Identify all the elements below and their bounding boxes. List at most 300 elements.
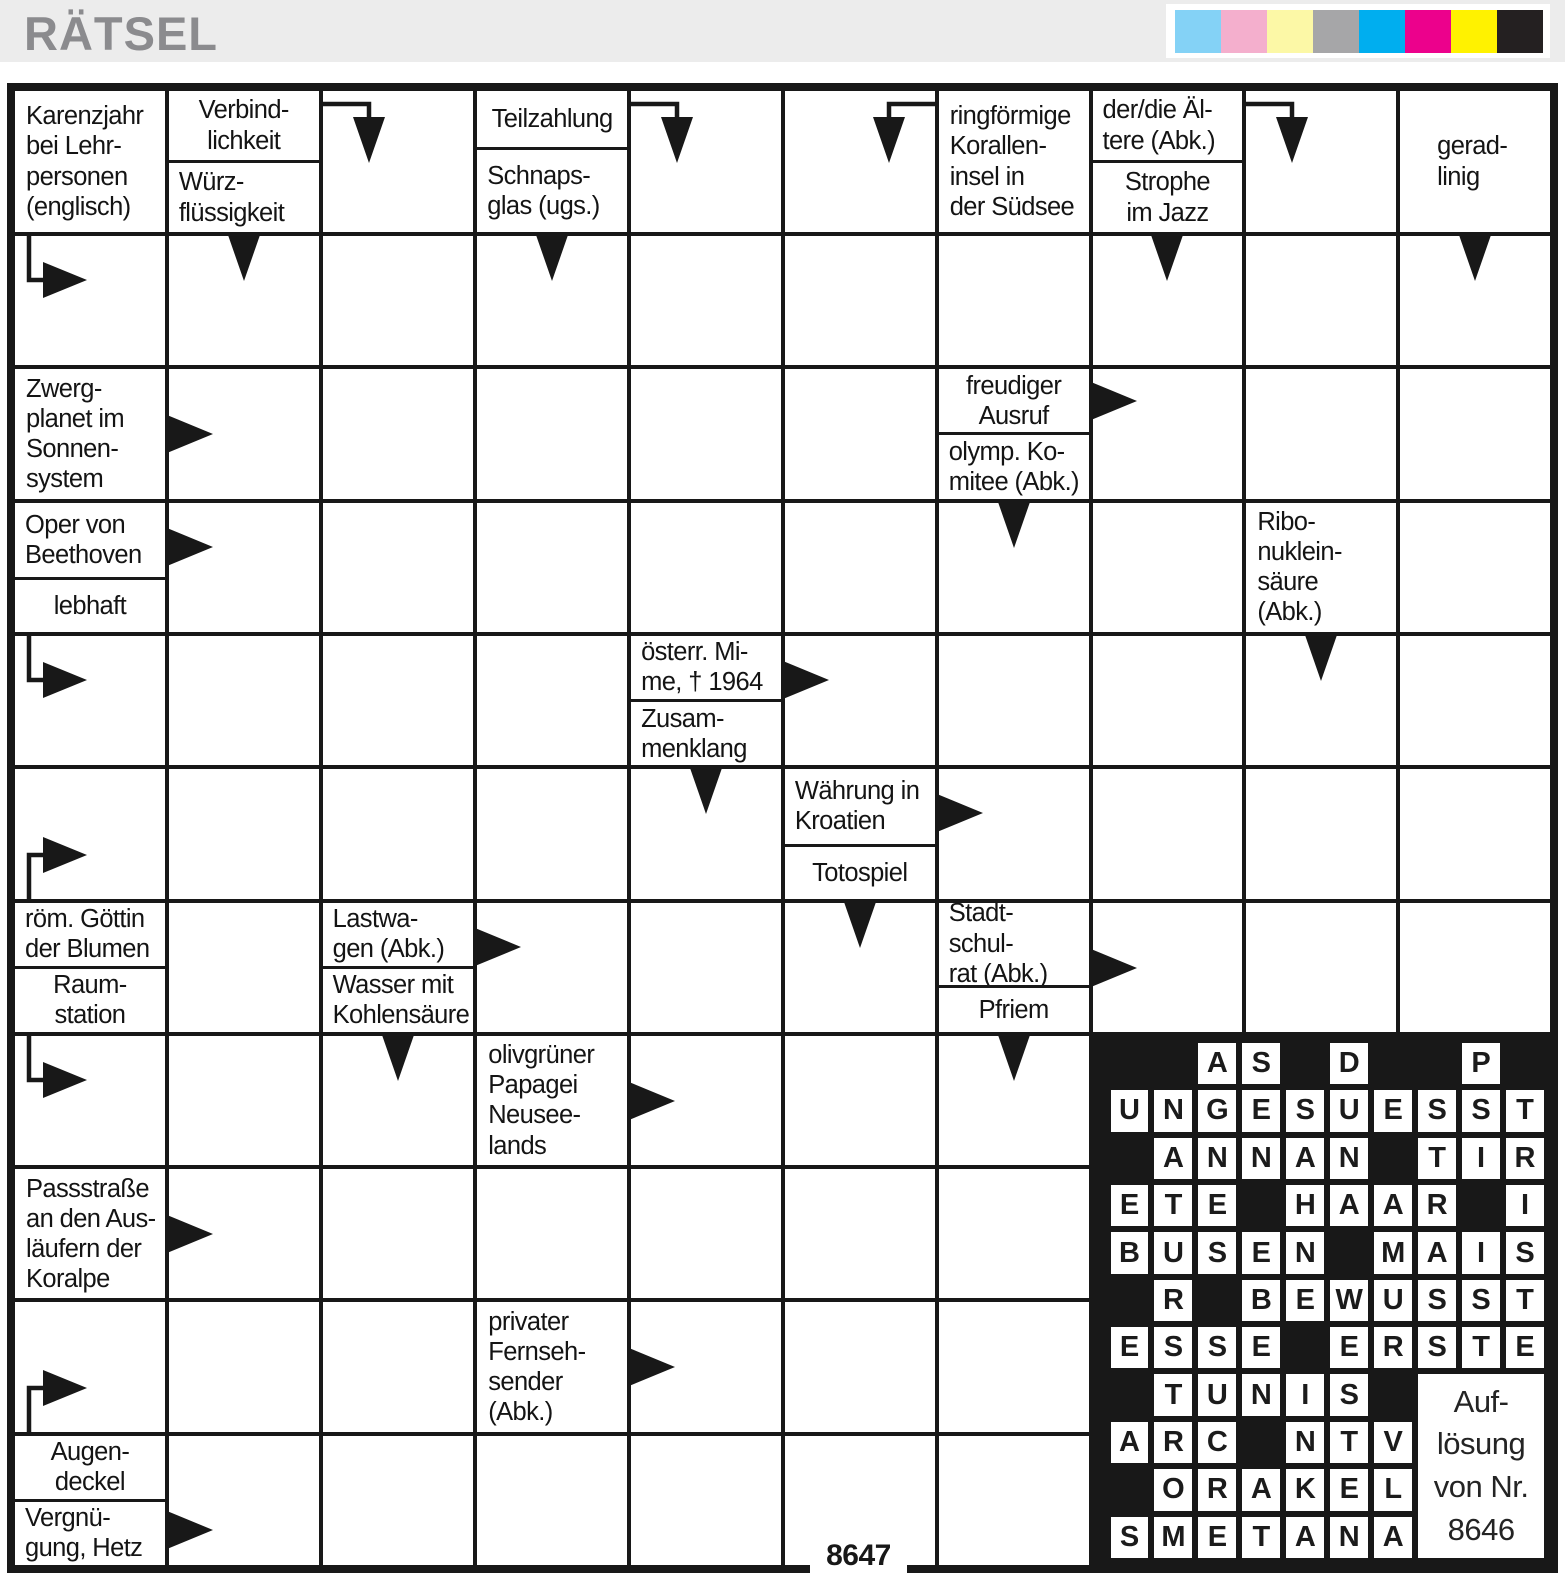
- clue-text: Schnaps-: [487, 162, 591, 191]
- solution-black-cell: [1374, 1138, 1412, 1179]
- clue-text: Zwerg-: [26, 374, 102, 403]
- answer-cell: [631, 903, 781, 1032]
- answer-cell: [323, 636, 474, 765]
- answer-cell: [15, 1302, 165, 1431]
- answer-cell: [1400, 369, 1550, 498]
- clue-text: Strophe: [1124, 168, 1210, 197]
- bend-down-arrow-icon: [1246, 95, 1330, 167]
- solution-letter-cell: L: [1374, 1469, 1412, 1510]
- clue-text: Ribo-: [1257, 508, 1316, 537]
- clue-text: Kohlensäure: [332, 1001, 470, 1030]
- solution-letter-cell: T: [1506, 1280, 1544, 1321]
- solution-letter-cell: N: [1330, 1138, 1368, 1179]
- clue-cell: [323, 903, 474, 1032]
- answer-cell: [1246, 903, 1396, 1032]
- clue-cell: [1246, 503, 1396, 632]
- clue-cell: [15, 503, 165, 632]
- answer-cell: [323, 1436, 474, 1565]
- clue-cell: [785, 769, 935, 898]
- clue-text: Neusee-: [488, 1101, 581, 1130]
- solution-letter-cell: S: [1462, 1280, 1500, 1321]
- right-arrow-icon: [167, 1214, 213, 1254]
- clue-text: Ausruf: [978, 401, 1049, 430]
- solution-letter-cell: R: [1418, 1185, 1456, 1226]
- down-arrow-icon: [843, 902, 877, 948]
- section-header: [0, 0, 1565, 62]
- clue-text-box: [15, 903, 165, 966]
- clue-text-box: [939, 985, 1089, 1032]
- clue-text-box: [631, 699, 781, 765]
- solution-reference: [1418, 1374, 1544, 1558]
- right-arrow-icon: [1091, 948, 1137, 988]
- answer-cell: [169, 236, 319, 365]
- solution-letter-cell: E: [1111, 1185, 1149, 1226]
- solution-letter-cell: T: [1506, 1090, 1544, 1131]
- solution-letter-cell: R: [1506, 1138, 1544, 1179]
- answer-cell: [1093, 503, 1243, 632]
- bend-down-arrow-icon: [323, 95, 407, 167]
- solution-letter-cell: I: [1506, 1185, 1544, 1226]
- clue-text: Kroatien: [794, 807, 886, 836]
- clue-text: Sonnen-: [26, 434, 119, 463]
- clue-text: Passstraße: [26, 1174, 149, 1203]
- answer-cell: [939, 636, 1089, 765]
- solution-letter-cell: A: [1374, 1185, 1412, 1226]
- solution-letter-cell: D: [1330, 1043, 1368, 1084]
- answer-cell: [785, 236, 935, 365]
- clue-text: gerad-: [1437, 132, 1508, 161]
- color-bar-swatch: [1451, 10, 1497, 53]
- answer-cell: [631, 236, 781, 365]
- solution-black-cell: [1286, 1043, 1324, 1084]
- answer-cell: [785, 636, 935, 765]
- answer-cell: [169, 369, 319, 498]
- solution-letter-cell: R: [1154, 1280, 1192, 1321]
- right-arrow-icon: [475, 927, 521, 967]
- clue-text: lands: [488, 1131, 547, 1160]
- solution-letter-cell: A: [1286, 1517, 1324, 1558]
- solution-reference-line: lösung: [1436, 1426, 1526, 1462]
- color-bar-swatch: [1359, 10, 1405, 53]
- color-bar-swatch: [1313, 10, 1359, 53]
- answer-cell: [631, 369, 781, 498]
- clue-text-box: [15, 503, 165, 578]
- solution-black-cell: [1111, 1280, 1149, 1321]
- clue-cell: [477, 1302, 627, 1431]
- clue-text: läufern der: [26, 1234, 142, 1263]
- answer-cell: [15, 769, 165, 898]
- answer-cell: [1400, 503, 1550, 632]
- answer-cell: [785, 903, 935, 1032]
- clue-text-box: [15, 577, 165, 632]
- clue-text-box: [15, 1436, 165, 1499]
- clue-text-box: [15, 966, 165, 1032]
- answer-cell: [785, 1036, 935, 1165]
- answer-cell: [631, 91, 781, 232]
- solution-letter-cell: T: [1154, 1185, 1192, 1226]
- solution-letter-cell: E: [1506, 1327, 1544, 1368]
- solution-black-cell: [1111, 1138, 1149, 1179]
- answer-cell: [939, 769, 1089, 898]
- clue-text: schul-: [948, 929, 1014, 958]
- clue-text: Lastwa-: [332, 905, 418, 933]
- solution-letter-cell: N: [1330, 1517, 1368, 1558]
- answer-cell: [785, 369, 935, 498]
- solution-letter-cell: G: [1198, 1090, 1236, 1131]
- answer-cell: [323, 1169, 474, 1298]
- solution-black-cell: [1111, 1469, 1149, 1510]
- down-arrow-icon: [535, 235, 569, 281]
- right-arrow-icon: [629, 1347, 675, 1387]
- solution-letter-cell: S: [1418, 1327, 1456, 1368]
- answer-cell: [477, 236, 627, 365]
- clue-text-box: [477, 91, 627, 147]
- color-bar-swatch: [1175, 10, 1221, 53]
- solution-letter-cell: A: [1286, 1138, 1324, 1179]
- answer-cell: [1093, 369, 1243, 498]
- bend-right-arrow-icon: [19, 1036, 93, 1122]
- solution-letter-cell: V: [1374, 1422, 1412, 1463]
- clue-text: olivgrüner: [488, 1041, 595, 1070]
- clue-text: Pfriem: [978, 995, 1049, 1024]
- right-arrow-icon: [167, 414, 213, 454]
- solution-letter-cell: E: [1242, 1327, 1280, 1368]
- answer-cell: [1093, 903, 1243, 1032]
- answer-cell: [169, 1302, 319, 1431]
- answer-cell: [323, 91, 474, 232]
- solution-letter-cell: E: [1330, 1469, 1368, 1510]
- solution-letter-cell: E: [1242, 1090, 1280, 1131]
- clue-text-box: [1093, 160, 1243, 232]
- solution-reference-line: 8646: [1447, 1512, 1515, 1547]
- clue-text: olymp. Ko-: [948, 437, 1065, 466]
- down-arrow-icon: [997, 502, 1031, 548]
- solution-grid: [1093, 1036, 1550, 1565]
- solution-letter-cell: N: [1286, 1422, 1324, 1463]
- clue-text: Augen-: [50, 1438, 130, 1467]
- solution-reference-line: Auf-: [1453, 1383, 1509, 1419]
- solution-letter-cell: C: [1198, 1422, 1236, 1463]
- answer-cell: [939, 236, 1089, 365]
- solution-letter-cell: R: [1154, 1422, 1192, 1463]
- solution-letter-cell: O: [1154, 1469, 1192, 1510]
- clue-text: der Südsee: [949, 192, 1075, 221]
- solution-letter-cell: A: [1111, 1422, 1149, 1463]
- bend-right-arrow-icon: [19, 813, 93, 899]
- clue-text: Papagei: [488, 1071, 578, 1100]
- solution-black-cell: [1330, 1232, 1368, 1273]
- solution-letter-cell: S: [1154, 1327, 1192, 1368]
- clue-text: (Abk.): [1257, 598, 1322, 627]
- clue-text: Oper von: [25, 510, 126, 539]
- clue-text-box: [939, 899, 1089, 988]
- clue-cell: [15, 1436, 165, 1565]
- clue-cell: [1093, 91, 1243, 232]
- right-arrow-icon: [167, 527, 213, 567]
- clue-text-box: [785, 769, 935, 844]
- clue-text: (Abk.): [488, 1398, 553, 1427]
- clue-text: personen: [26, 162, 128, 191]
- clue-cell: [631, 636, 781, 765]
- clue-text-box: [477, 147, 627, 232]
- clue-text: deckel: [54, 1468, 125, 1497]
- answer-cell: [1246, 636, 1396, 765]
- solution-reference-line: von Nr.: [1433, 1469, 1529, 1505]
- solution-letter-cell: E: [1111, 1327, 1149, 1368]
- answer-cell: [1246, 236, 1396, 365]
- clue-text: planet im: [26, 404, 125, 433]
- solution-black-cell: [1154, 1043, 1192, 1084]
- clue-cell: [1400, 91, 1550, 232]
- answer-cell: [1246, 91, 1396, 232]
- answer-cell: [1093, 636, 1243, 765]
- answer-cell: [1093, 769, 1243, 898]
- bend-down-arrow-icon: [631, 95, 715, 167]
- solution-letter-cell: U: [1374, 1280, 1412, 1321]
- answer-cell: [477, 369, 627, 498]
- color-bar-swatch: [1267, 10, 1313, 53]
- puzzle-number: 8647: [810, 1540, 907, 1573]
- right-arrow-icon: [167, 1510, 213, 1550]
- solution-letter-cell: S: [1418, 1090, 1456, 1131]
- answer-cell: [785, 91, 935, 232]
- crossword-grid: [7, 83, 1558, 1573]
- solution-letter-cell: K: [1286, 1469, 1324, 1510]
- answer-cell: [477, 1436, 627, 1565]
- solution-letter-cell: P: [1462, 1043, 1500, 1084]
- clue-text: bei Lehr-: [26, 132, 122, 161]
- solution-letter-cell: U: [1111, 1090, 1149, 1131]
- clue-text: säure: [1257, 568, 1319, 597]
- clue-cell: [169, 91, 319, 232]
- clue-text: ringförmige: [949, 102, 1071, 131]
- solution-letter-cell: S: [1286, 1090, 1324, 1131]
- solution-letter-cell: I: [1462, 1138, 1500, 1179]
- answer-cell: [323, 236, 474, 365]
- answer-cell: [939, 1302, 1089, 1431]
- answer-cell: [1093, 236, 1243, 365]
- answer-cell: [939, 503, 1089, 632]
- answer-cell: [631, 1169, 781, 1298]
- clue-text: Verbind-: [198, 96, 289, 125]
- answer-cell: [323, 769, 474, 898]
- clue-text-box: [1093, 91, 1243, 160]
- down-arrow-icon: [689, 768, 723, 814]
- answer-cell: [323, 369, 474, 498]
- clue-text: tere (Abk.): [1102, 126, 1215, 155]
- solution-black-cell: [1462, 1185, 1500, 1226]
- clue-text: flüssigkeit: [178, 198, 285, 227]
- clue-text-box: [323, 966, 474, 1032]
- clue-text-box: [939, 369, 1089, 432]
- answer-cell: [631, 1036, 781, 1165]
- bend-right-arrow-icon: [19, 1346, 93, 1432]
- clue-text: lichkeit: [207, 126, 281, 155]
- solution-letter-cell: I: [1286, 1374, 1324, 1415]
- answer-cell: [1246, 769, 1396, 898]
- answer-cell: [477, 503, 627, 632]
- clue-text: insel in: [949, 162, 1025, 191]
- clue-text: Raum-: [53, 971, 127, 1000]
- clue-cell: [15, 903, 165, 1032]
- solution-letter-cell: S: [1111, 1517, 1149, 1558]
- solution-letter-cell: E: [1242, 1232, 1280, 1273]
- right-arrow-icon: [1091, 381, 1137, 421]
- answer-cell: [1400, 236, 1550, 365]
- solution-letter-cell: R: [1198, 1469, 1236, 1510]
- clue-text-box: [15, 1499, 165, 1565]
- clue-text: me, † 1964: [641, 668, 763, 697]
- clue-text: lebhaft: [53, 591, 127, 620]
- clue-text-box: [785, 844, 935, 899]
- answer-cell: [1400, 769, 1550, 898]
- clue-text: Fernseh-: [488, 1337, 586, 1366]
- answer-cell: [15, 1036, 165, 1165]
- print-color-calibration-bar: [1166, 4, 1550, 58]
- clue-text: Koralpe: [26, 1264, 110, 1293]
- answer-cell: [631, 769, 781, 898]
- clue-text: gen (Abk.): [332, 935, 445, 964]
- answer-cell: [169, 1036, 319, 1165]
- clue-text: Wasser mit: [332, 971, 454, 1000]
- clue-cell: [15, 1169, 165, 1298]
- answer-cell: [323, 1036, 474, 1165]
- clue-text: Karenzjahr: [26, 102, 144, 131]
- down-arrow-icon: [1458, 235, 1492, 281]
- answer-cell: [169, 903, 319, 1032]
- solution-letter-cell: E: [1330, 1327, 1368, 1368]
- solution-black-cell: [1198, 1280, 1236, 1321]
- clue-cell: [15, 369, 165, 498]
- solution-letter-cell: S: [1330, 1374, 1368, 1415]
- clue-text-box: [169, 160, 319, 232]
- solution-letter-cell: T: [1154, 1374, 1192, 1415]
- color-bar-swatch: [1497, 10, 1543, 53]
- clue-text-box: [169, 91, 319, 160]
- solution-letter-cell: W: [1330, 1280, 1368, 1321]
- color-bar-swatch: [1405, 10, 1451, 53]
- clue-text: im Jazz: [1126, 198, 1209, 227]
- answer-cell: [477, 903, 627, 1032]
- solution-black-cell: [1286, 1327, 1324, 1368]
- solution-letter-cell: T: [1418, 1138, 1456, 1179]
- clue-text: der/die Äl-: [1102, 96, 1213, 125]
- solution-letter-cell: E: [1374, 1090, 1412, 1131]
- bend-right-arrow-icon: [19, 636, 93, 722]
- clue-text: röm. Göttin: [25, 905, 145, 933]
- solution-letter-cell: N: [1242, 1374, 1280, 1415]
- solution-black-cell: [1418, 1043, 1456, 1084]
- down-arrow-icon: [1304, 635, 1338, 681]
- clue-text: an den Aus-: [26, 1204, 156, 1233]
- solution-letter-cell: U: [1330, 1090, 1368, 1131]
- solution-black-cell: [1242, 1185, 1280, 1226]
- answer-cell: [323, 503, 474, 632]
- solution-letter-cell: A: [1198, 1043, 1236, 1084]
- solution-letter-cell: U: [1198, 1374, 1236, 1415]
- clue-cell: [939, 899, 1089, 1032]
- solution-letter-cell: E: [1198, 1185, 1236, 1226]
- clue-text: menklang: [641, 734, 747, 763]
- bend-right-arrow-icon: [19, 236, 93, 322]
- solution-letter-cell: T: [1462, 1327, 1500, 1368]
- solution-letter-cell: I: [1462, 1232, 1500, 1273]
- solution-letter-cell: A: [1330, 1185, 1368, 1226]
- answer-cell: [169, 769, 319, 898]
- solution-letter-cell: S: [1198, 1327, 1236, 1368]
- clue-cell: [477, 91, 627, 232]
- solution-letter-cell: H: [1286, 1185, 1324, 1226]
- solution-letter-cell: M: [1374, 1232, 1412, 1273]
- down-arrow-icon: [227, 235, 261, 281]
- clue-text: Stadt-: [948, 899, 1014, 928]
- solution-letter-cell: A: [1242, 1469, 1280, 1510]
- answer-cell: [939, 1169, 1089, 1298]
- clue-text-box: [939, 432, 1089, 498]
- answer-cell: [939, 1436, 1089, 1565]
- solution-letter-cell: A: [1154, 1138, 1192, 1179]
- clue-text: Beethoven: [25, 540, 142, 569]
- solution-letter-cell: A: [1418, 1232, 1456, 1273]
- solution-black-cell: [1242, 1422, 1280, 1463]
- answer-cell: [169, 1169, 319, 1298]
- solution-letter-cell: N: [1286, 1232, 1324, 1273]
- solution-letter-cell: N: [1198, 1138, 1236, 1179]
- answer-cell: [169, 503, 319, 632]
- solution-letter-cell: S: [1462, 1090, 1500, 1131]
- solution-letter-cell: R: [1374, 1327, 1412, 1368]
- clue-text: der Blumen: [25, 935, 150, 964]
- clue-text: mitee (Abk.): [948, 468, 1079, 497]
- solution-letter-cell: S: [1418, 1280, 1456, 1321]
- clue-text: gung, Hetz: [25, 1534, 143, 1563]
- solution-letter-cell: T: [1242, 1517, 1280, 1558]
- solution-black-cell: [1374, 1374, 1412, 1415]
- clue-text: privater: [488, 1307, 569, 1336]
- right-arrow-icon: [629, 1081, 675, 1121]
- clue-text-box: [323, 903, 474, 966]
- clue-text: österr. Mi-: [641, 638, 748, 667]
- answer-cell: [169, 1436, 319, 1565]
- clue-text: nuklein-: [1257, 538, 1342, 567]
- clue-text: Totospiel: [812, 858, 908, 887]
- answer-cell: [1400, 636, 1550, 765]
- solution-black-cell: [1506, 1043, 1544, 1084]
- right-arrow-icon: [937, 793, 983, 833]
- solution-letter-cell: U: [1154, 1232, 1192, 1273]
- solution-letter-cell: S: [1198, 1232, 1236, 1273]
- answer-cell: [477, 1169, 627, 1298]
- solution-letter-cell: T: [1330, 1422, 1368, 1463]
- clue-text: linig: [1437, 162, 1480, 191]
- clue-text: glas (ugs.): [487, 192, 600, 221]
- clue-text: freudiger: [965, 371, 1062, 400]
- solution-black-cell: [1111, 1374, 1149, 1415]
- answer-cell: [631, 1436, 781, 1565]
- solution-letter-cell: E: [1198, 1517, 1236, 1558]
- answer-cell: [323, 1302, 474, 1431]
- solution-letter-cell: M: [1154, 1517, 1192, 1558]
- solution-black-cell: [1111, 1043, 1149, 1084]
- clue-cell: [939, 369, 1089, 498]
- clue-text: Zusam-: [641, 704, 724, 733]
- answer-cell: [1400, 903, 1550, 1032]
- solution-letter-cell: B: [1242, 1280, 1280, 1321]
- down-arrow-icon: [997, 1035, 1031, 1081]
- answer-cell: [631, 1302, 781, 1431]
- clue-text-box: [631, 636, 781, 699]
- solution-letter-cell: B: [1111, 1232, 1149, 1273]
